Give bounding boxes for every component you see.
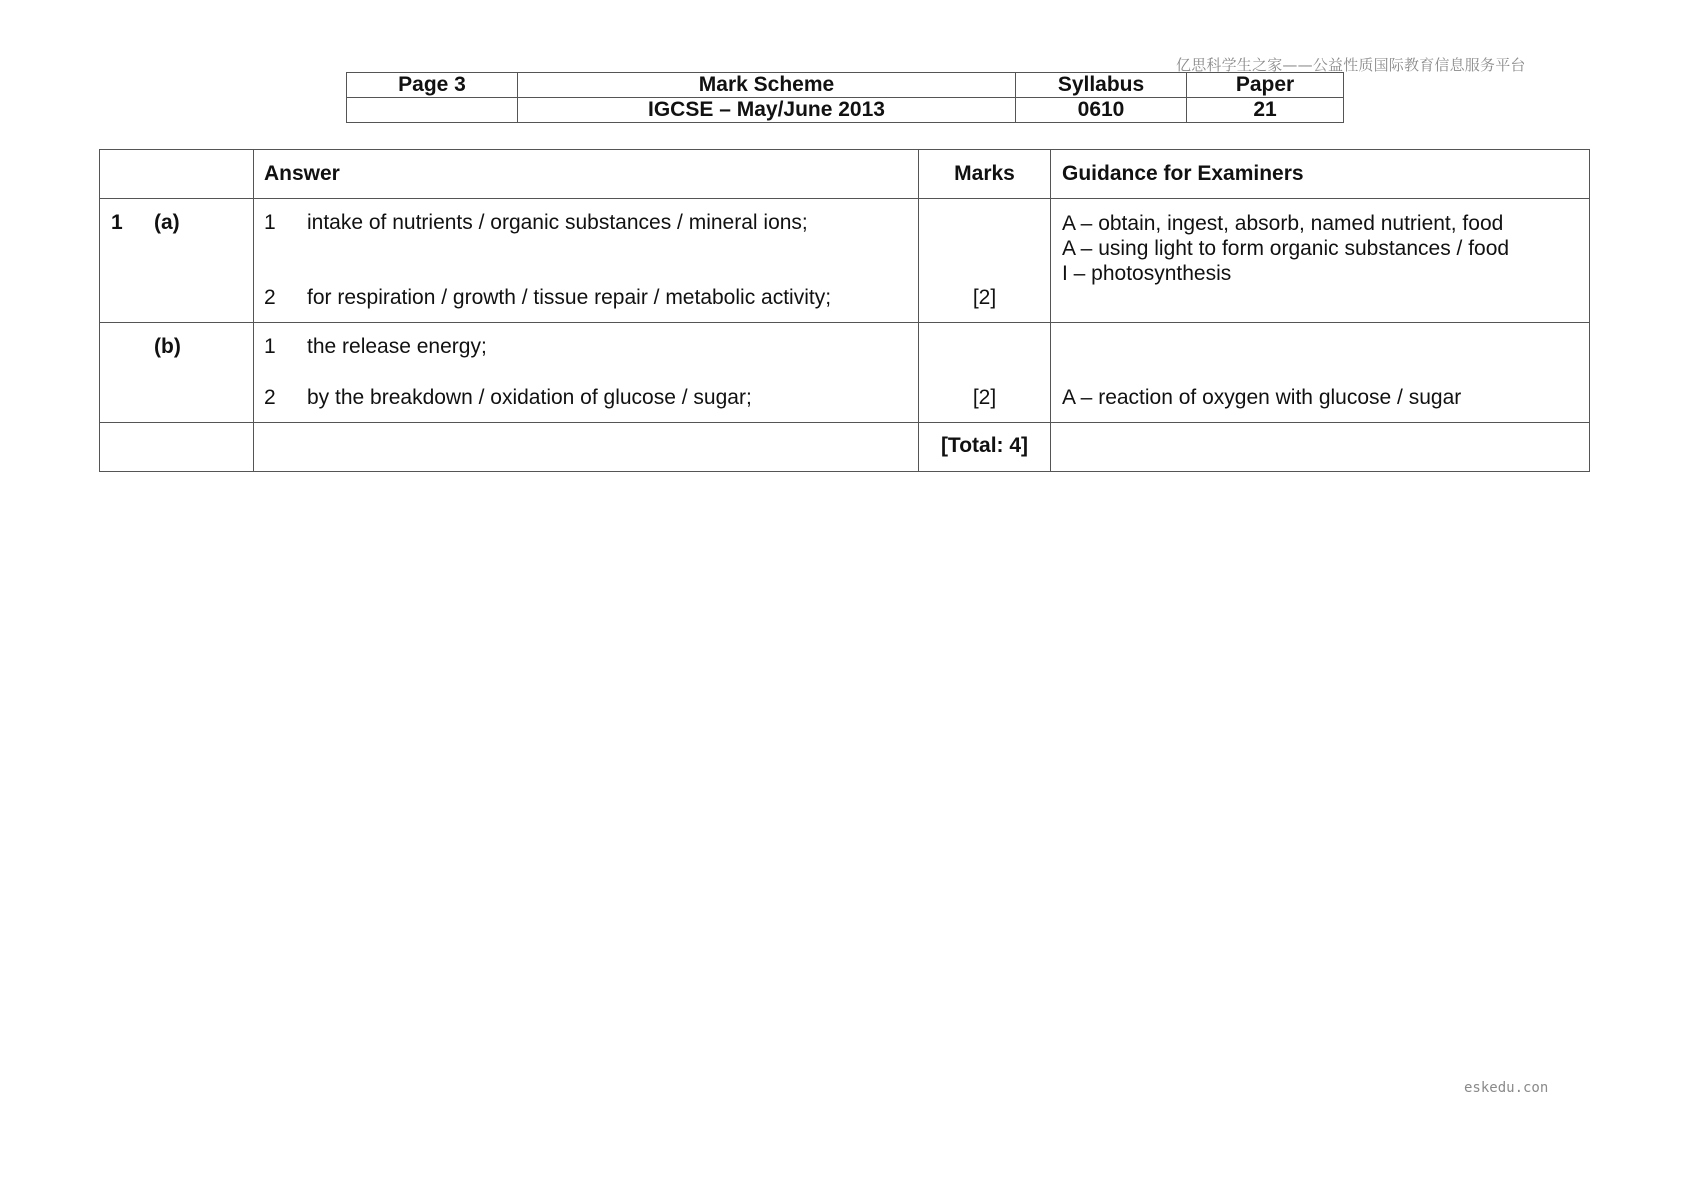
answer-line [264, 386, 752, 410]
table-row [100, 323, 1590, 423]
answer-point-text: the release energy; [307, 335, 487, 358]
guidance-list [1062, 211, 1509, 286]
question-part: (b) [154, 335, 181, 358]
guidance-cell [1051, 423, 1590, 472]
answer-cell [254, 423, 919, 472]
marks-value: [2] [972, 286, 997, 309]
question-cell [100, 199, 254, 323]
answer-cell [254, 323, 919, 423]
guidance-column-header: Guidance for Examiners [1051, 150, 1590, 199]
guidance-line: A – reaction of oxygen with glucose / sugar [1062, 386, 1462, 409]
question-column-header [100, 150, 254, 199]
answer-cell [254, 199, 919, 323]
syllabus-label: Syllabus [1016, 73, 1187, 98]
table-row [100, 199, 1590, 323]
table-header-row [100, 150, 1590, 199]
answer-point-number: 2 [264, 286, 276, 309]
answer-line [264, 335, 487, 359]
paper-label: Paper [1187, 73, 1344, 98]
guidance-line: I – photosynthesis [1062, 262, 1232, 285]
guidance-line: A – obtain, ingest, absorb, named nutrient, food [1062, 212, 1504, 235]
answer-line [264, 211, 808, 235]
page-label: Page 3 [347, 73, 518, 98]
answer-point-number: 1 [264, 335, 276, 358]
total-row [100, 423, 1590, 472]
answer-point-text: intake of nutrients / organic substances / mineral ions; [307, 211, 808, 234]
marks-cell [919, 323, 1051, 423]
total-cell [919, 423, 1051, 472]
question-cell [100, 423, 254, 472]
answer-point-text: by the breakdown / oxidation of glucose / sugar; [307, 386, 752, 409]
document-type-label: Mark Scheme [518, 73, 1016, 98]
mark-scheme-table [99, 149, 1590, 472]
total-marks: [Total: 4] [940, 434, 1029, 457]
syllabus-code: 0610 [1016, 98, 1187, 123]
question-cell [100, 323, 254, 423]
header-row-values [347, 98, 1344, 123]
page-value [347, 98, 518, 123]
watermark-top: 亿思科学生之家——公益性质国际教育信息服务平台 [1176, 56, 1526, 74]
exam-session: IGCSE – May/June 2013 [518, 98, 1016, 123]
answer-point-number: 2 [264, 386, 276, 409]
answer-column-header: Answer [254, 150, 919, 199]
question-part: (a) [154, 211, 180, 234]
document-header-table [346, 72, 1344, 123]
answer-point-number: 1 [264, 211, 276, 234]
marks-column-header: Marks [919, 150, 1051, 199]
question-number: 1 [111, 211, 123, 234]
answer-line [264, 286, 831, 310]
marks-cell [919, 199, 1051, 323]
guidance-line: A – using light to form organic substances / food [1062, 237, 1510, 260]
guidance-cell [1051, 323, 1590, 423]
paper-number: 21 [1187, 98, 1344, 123]
header-row-labels [347, 73, 1344, 98]
marks-value: [2] [972, 386, 997, 409]
answer-point-text: for respiration / growth / tissue repair / metabolic activity; [307, 286, 832, 309]
guidance-cell [1051, 199, 1590, 323]
watermark-bottom: eskedu.con [1464, 1080, 1549, 1096]
